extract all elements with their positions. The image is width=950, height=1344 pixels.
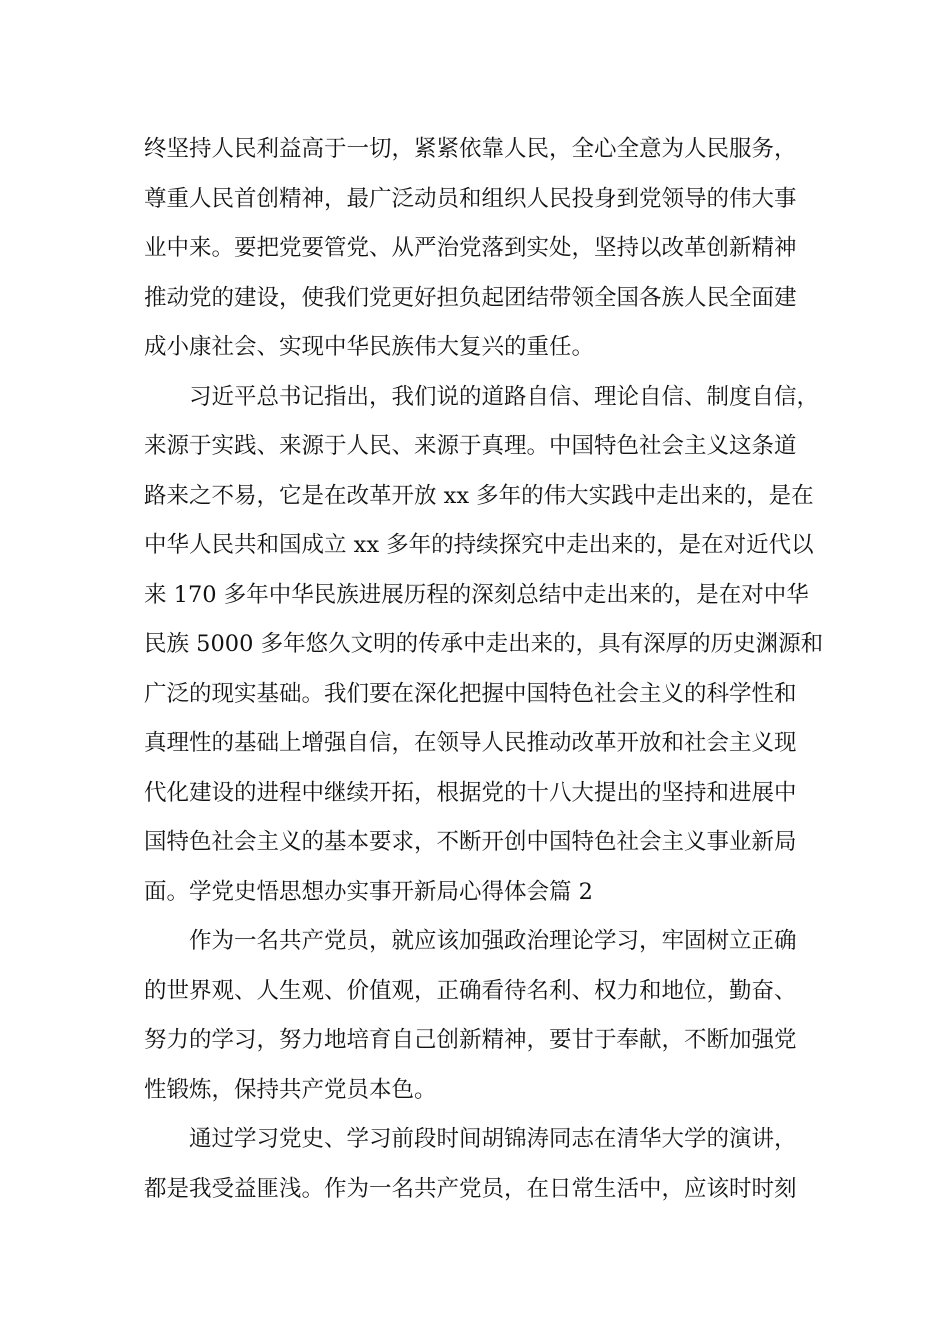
paragraph: [144, 1115, 824, 1214]
text-line: 国特色社会主义的基本要求，不断开创中国特色社会主义事业新局: [144, 829, 797, 855]
text-line: 民族 5000 多年悠久文明的传承中走出来的，具有深厚的历史渊源和: [144, 631, 824, 657]
text-line: 业中来。要把党要管党、从严治党落到实处，坚持以改革创新精神: [144, 235, 797, 261]
text-line: 性锻炼，保持共产党员本色。: [144, 1076, 437, 1103]
text-line: 代化建设的进程中继续开拓，根据党的十八大提出的坚持和进展中: [144, 779, 797, 806]
text-line: 路来之不易，它是在改革开放 xx 多年的伟大实践中走出来的，是在: [144, 482, 814, 509]
text-line: 真理性的基础上增强自信，在领导人民推动改革开放和社会主义现: [144, 730, 797, 756]
text-line: 都是我受益匪浅。作为一名共产党员，在日常生活中，应该时时刻: [144, 1175, 797, 1202]
paragraph: [144, 125, 824, 373]
text-line: 终坚持人民利益高于一切，紧紧依靠人民，全心全意为人民服务，: [144, 136, 797, 162]
text-line: 的世界观、人生观、价值观，正确看待名利、权力和地位，勤奋、: [144, 977, 797, 1004]
paragraph: [144, 917, 824, 1115]
text-line: 来源于实践、来源于人民、来源于真理。中国特色社会主义这条道: [144, 433, 797, 459]
text-line: 广泛的现实基础。我们要在深化把握中国特色社会主义的科学性和: [144, 680, 797, 707]
text-line: 成小康社会、实现中华民族伟大复兴的重任。: [144, 334, 595, 360]
text-line: 面。学党史悟思想办实事开新局心得体会篇 2: [144, 878, 593, 905]
text-line: 习近平总书记指出，我们说的道路自信、理论自信、制度自信，: [189, 383, 820, 410]
text-line: 来 170 多年中华民族进展历程的深刻总结中走出来的，是在对中华: [144, 581, 809, 608]
text-line: 尊重人民首创精神，最广泛动员和组织人民投身到党领导的伟大事: [144, 185, 797, 212]
document-body: [144, 125, 824, 1214]
text-line: 作为一名共产党员，就应该加强政治理论学习，牢固树立正确: [189, 928, 797, 954]
text-line: 通过学习党史、学习前段时间胡锦涛同志在清华大学的演讲，: [189, 1126, 797, 1152]
text-line: 努力的学习，努力地培育自己创新精神，要甘于奉献，不断加强党: [144, 1027, 797, 1053]
text-line: 推动党的建设，使我们党更好担负起团结带领全国各族人民全面建: [144, 284, 797, 311]
paragraph: [144, 373, 824, 918]
text-line: 中华人民共和国成立 xx 多年的持续探究中走出来的，是在对近代以: [144, 532, 814, 558]
